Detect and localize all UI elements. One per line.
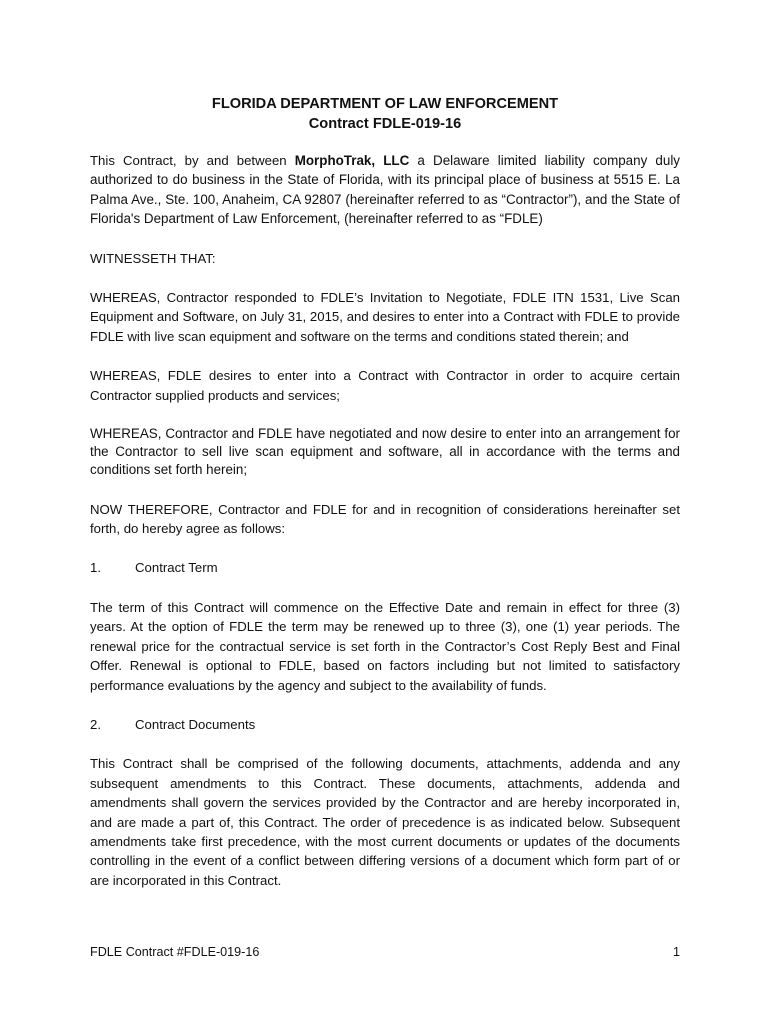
section-title: Contract Term xyxy=(135,560,218,576)
document-body xyxy=(90,95,680,890)
document-title-contract: Contract FDLE-019-16 xyxy=(308,115,462,132)
intro-paragraph xyxy=(90,151,680,229)
section-title: Contract Documents xyxy=(135,716,256,732)
section-heading-contract-term xyxy=(90,558,680,577)
page-footer xyxy=(90,943,680,961)
section-number: 1. xyxy=(90,560,101,576)
contract-documents-paragraph: This Contract shall be comprised of the following documents, attachments, addenda and any subsequent amendments to this Contract. These documents, attachments, addenda and amendments shall govern the services provided by the Contractor and are hereby incorporated in, and are made a part of, this Contract. The order of precedence is as indicated below. Subsequent amendments take first precedence, with the most current documents or updates of the documents controlling in the event of a conflict between differing versions of a document which form part of or are incorporated in this Contract. xyxy=(90,756,680,888)
footer-contract-reference: FDLE Contract #FDLE-019-16 xyxy=(90,945,260,959)
whereas-paragraph-1: WHEREAS, Contractor responded to FDLE’s Invitation to Negotiate, FDLE ITN 1531, Live Scan Equipment and Software, on July 31, 2015, and desires to enter into a Contract with FDLE to provide FDLE with live scan equipment and software on the terms and conditions stated therein; and xyxy=(90,290,680,344)
contract-term-paragraph: The term of this Contract will commence on the Effective Date and remain in effect for three (3) years. At the option of FDLE the term may be renewed up to three (3), one (1) year periods. The renewal price for the contractual service is set forth in the Contractor’s Cost Reply Best and Final Offer. Renewal is optional to FDLE, based on factors including but not limited to satisfactory performance evaluations by the agency and subject to the availability of funds. xyxy=(90,599,680,693)
witnesseth-heading: WITNESSETH THAT: xyxy=(90,250,216,266)
contractor-name: MorphoTrak, LLC xyxy=(294,153,410,168)
document-title-agency: FLORIDA DEPARTMENT OF LAW ENFORCEMENT xyxy=(211,96,559,112)
section-number: 2. xyxy=(90,716,101,732)
intro-text-start: This Contract, by and between xyxy=(90,153,295,168)
whereas-paragraph-2: WHEREAS, FDLE desires to enter into a Contract with Contractor in order to acquire certain Contractor supplied products and services; xyxy=(90,368,680,403)
intro-text-company-clause: a Delaware limited liability company duly authorized to do business in the State of Florida, with its principal place of business at 5515 E. La Palma Ave., Ste. 100, Anaheim, CA 92807 (hereinafter referred to as “Contractor”), and the State of Florida's Department of Law Enforcement, (hereinafter referred to as “FDLE) xyxy=(90,153,680,227)
whereas-paragraph-3: WHEREAS, Contractor and FDLE have negotiated and now desire to enter into an arrangement for the Contractor to sell live scan equipment and software, all in accordance with the terms and conditions set forth herein; xyxy=(90,426,680,478)
page-number: 1 xyxy=(672,945,680,959)
section-heading-contract-documents xyxy=(90,715,680,734)
now-therefore-paragraph: NOW THEREFORE, Contractor and FDLE for and in recognition of considerations hereinafter set forth, do hereby agree as follows: xyxy=(90,501,680,537)
